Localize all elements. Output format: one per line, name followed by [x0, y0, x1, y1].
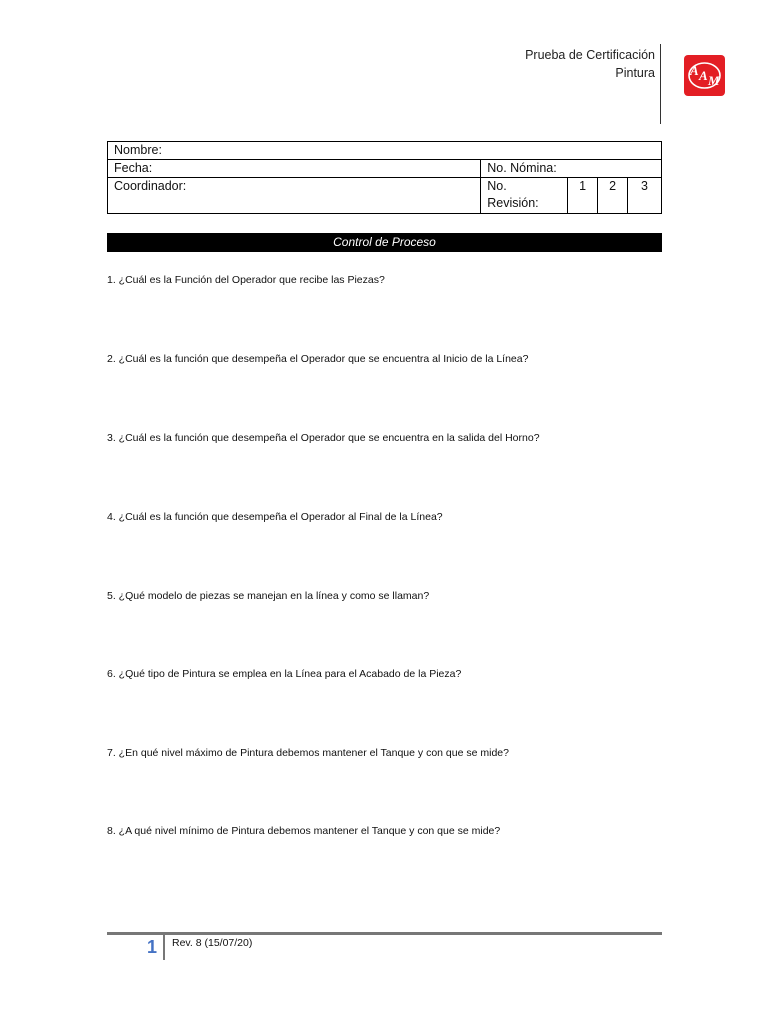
- revision-option-1[interactable]: 1: [568, 178, 598, 214]
- question-8: 8. ¿A qué nivel mínimo de Pintura debemos mantener el Tanque y con que se mide?: [107, 825, 501, 837]
- page-number: 1: [147, 937, 158, 957]
- document-header: [525, 46, 655, 82]
- question-4: 4. ¿Cuál es la función que desempeña el Operador al Final de la Línea?: [107, 511, 443, 523]
- aam-logo: [684, 55, 725, 96]
- revision-option-2[interactable]: 2: [598, 178, 628, 214]
- revision-option-3[interactable]: 3: [628, 178, 662, 214]
- footer-rule: [107, 932, 662, 935]
- question-6: 6. ¿Qué tipo de Pintura se emplea en la Línea para el Acabado de la Pieza?: [107, 668, 462, 680]
- header-title-line2: Pintura: [615, 66, 655, 80]
- footer-separator: [163, 935, 165, 960]
- field-no-revision: [481, 178, 568, 214]
- field-nombre[interactable]: Nombre:: [108, 142, 662, 160]
- field-coordinador[interactable]: Coordinador:: [108, 178, 481, 214]
- section-heading-control-de-proceso: Control de Proceso: [107, 233, 662, 252]
- revision-label-line1: No.: [487, 179, 507, 193]
- svg-text:M: M: [708, 73, 720, 88]
- svg-text:A: A: [699, 68, 708, 83]
- header-title-line1: Prueba de Certificación: [525, 48, 655, 62]
- question-5: 5. ¿Qué modelo de piezas se manejan en la línea y como se llaman?: [107, 590, 430, 602]
- revision-label: Rev. 8 (15/07/20): [172, 937, 253, 949]
- employee-info-table: [107, 141, 662, 214]
- field-fecha[interactable]: Fecha:: [108, 160, 481, 178]
- question-7: 7. ¿En qué nivel máximo de Pintura debemos mantener el Tanque y con que se mide?: [107, 747, 509, 759]
- field-no-nomina[interactable]: No. Nómina:: [481, 160, 662, 178]
- question-1: 1. ¿Cuál es la Función del Operador que recibe las Piezas?: [107, 274, 385, 286]
- question-3: 3. ¿Cuál es la función que desempeña el Operador que se encuentra en la salida del Horno?: [107, 432, 540, 444]
- header-divider: [660, 44, 661, 124]
- revision-label-line2: Revisión:: [487, 196, 539, 210]
- svg-text:A: A: [690, 63, 699, 78]
- question-2: 2. ¿Cuál es la función que desempeña el Operador que se encuentra al Inicio de la Línea?: [107, 353, 529, 365]
